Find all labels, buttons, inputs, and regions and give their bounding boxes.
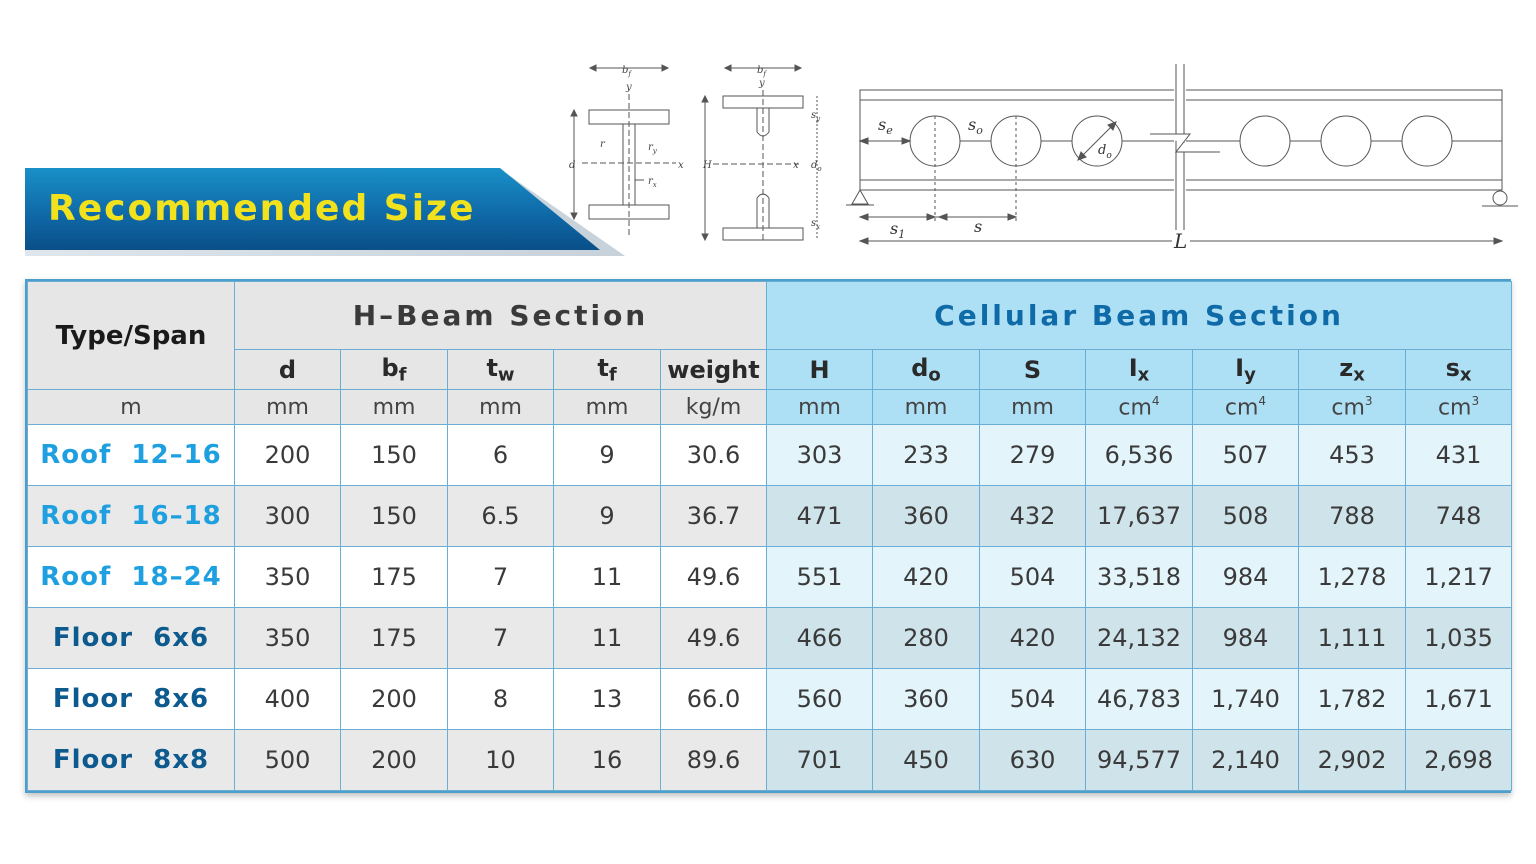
hbeam-value-cell: 8 [448,669,554,730]
hbeam-value-cell: 400 [235,669,341,730]
cellular-value-cell: 360 [873,669,980,730]
hbeam-col-header [235,350,341,390]
table-row [28,608,1512,669]
cellular-value-cell: 504 [980,669,1086,730]
hbeam-col-unit [341,390,448,425]
cellular-col-unit [767,390,873,425]
table-row [28,425,1512,486]
hbeam-col-unit [448,390,554,425]
cellular-H-label: H [703,160,712,171]
cellular-value-cell: 24,132 [1086,608,1193,669]
cellular-do-label: $d_o$ [811,160,822,173]
hbeam-value-cell: 89.6 [661,730,767,791]
span-s-label: s [974,217,983,236]
cellular-value-cell: 1,740 [1193,669,1299,730]
cellular-value-cell: 6,536 [1086,425,1193,486]
hbeam-col-unit [661,390,767,425]
cellular-bf-label: $b_f$ [757,65,766,78]
span-L-label: L [1174,229,1188,253]
cellular-value-cell: 2,140 [1193,730,1299,791]
hbeam-d-label: d [569,160,576,171]
cellular-value-cell: 420 [873,547,980,608]
hbeam-value-cell: 150 [341,486,448,547]
cellular-value-cell: 508 [1193,486,1299,547]
cellular-value-cell: 233 [873,425,980,486]
hbeam-rx-label: $r_x$ [648,176,657,189]
col-header-subscript: f [398,364,407,386]
row-type-span: Floor 8x6 [28,669,235,730]
cellular-value-cell: 279 [980,425,1086,486]
hbeam-col-header [341,350,448,390]
cellular-value-cell: 504 [980,547,1086,608]
cellular-col-header [767,350,873,390]
hbeam-value-cell: 350 [235,547,341,608]
cellular-value-cell: 432 [980,486,1086,547]
cellular-value-cell: 560 [767,669,873,730]
unit-text: mm [372,394,416,420]
table-row [28,547,1512,608]
col-header-symbol: t [486,353,498,382]
cellular-value-cell: 984 [1193,547,1299,608]
hbeam-x-label: x [678,160,684,171]
hbeam-value-cell: 49.6 [661,547,767,608]
cellular-value-cell: 1,782 [1299,669,1406,730]
cellular-value-cell: 471 [767,486,873,547]
cellular-value-cell: 788 [1299,486,1406,547]
col-header-symbol: z [1339,353,1354,382]
hbeam-value-cell: 175 [341,547,448,608]
hbeam-value-cell: 6 [448,425,554,486]
size-table [25,279,1511,793]
cellular-value-cell: 450 [873,730,980,791]
cellular-col-unit [1299,390,1406,425]
hbeam-value-cell: 36.7 [661,486,767,547]
col-header-symbol: d [911,353,929,382]
cellular-col-unit [980,390,1086,425]
cellular-col-unit [1406,390,1512,425]
type-unit: m [28,390,235,425]
col-header-subscript: w [497,364,515,386]
cellular-value-cell: 630 [980,730,1086,791]
hbeam-value-cell: 6.5 [448,486,554,547]
hbeam-value-cell: 200 [341,669,448,730]
col-header-symbol: s [1445,353,1460,382]
cellular-col-unit [1086,390,1193,425]
cellular-value-cell: 360 [873,486,980,547]
hbeam-value-cell: 9 [554,486,661,547]
hbeam-value-cell: 7 [448,547,554,608]
hbeam-r-label: r [600,139,605,150]
unit-text: mm [798,394,841,420]
col-header-subscript: x [1137,364,1150,386]
hbeam-value-cell: 49.6 [661,608,767,669]
hbeam-section-header: H–Beam Section [235,282,767,350]
span-s1-label: $s_1$ [890,219,906,241]
cellular-col-unit [1193,390,1299,425]
hbeam-value-cell: 13 [554,669,661,730]
col-header-symbol: S [1023,355,1042,384]
hbeam-ry-label: $r_y$ [648,142,657,155]
cellular-value-cell: 1,111 [1299,608,1406,669]
hbeam-value-cell: 11 [554,608,661,669]
span-do-label: $d_o$ [1098,143,1112,161]
cellular-value-cell: 748 [1406,486,1512,547]
type-span-header: Type/Span [28,282,235,390]
cellular-col-unit [873,390,980,425]
cellular-value-cell: 701 [767,730,873,791]
cellular-col-header [980,350,1086,390]
unit-exponent: 4 [1258,393,1267,408]
cellular-col-header [1086,350,1193,390]
hbeam-col-unit [235,390,341,425]
unit-text: cm [1331,395,1365,421]
cellular-value-cell: 453 [1299,425,1406,486]
row-type-span: Roof 18–24 [28,547,235,608]
col-header-symbol: weight [667,355,760,384]
cellular-value-cell: 17,637 [1086,486,1193,547]
hbeam-col-header [448,350,554,390]
cellular-value-cell: 1,035 [1406,608,1512,669]
unit-exponent: 4 [1151,393,1160,408]
col-header-symbol: I [1235,353,1245,382]
cellular-col-header [1193,350,1299,390]
cellular-value-cell: 94,577 [1086,730,1193,791]
hbeam-value-cell: 7 [448,608,554,669]
col-header-symbol: t [597,353,609,382]
cellular-value-cell: 431 [1406,425,1512,486]
cellular-value-cell: 46,783 [1086,669,1193,730]
hbeam-bf-label: $b_f$ [622,65,631,78]
col-header-subscript: x [1353,364,1365,386]
cellular-col-header [1406,350,1512,390]
hbeam-value-cell: 200 [341,730,448,791]
table-row [28,486,1512,547]
unit-text: mm [1011,394,1054,420]
cellular-value-cell: 420 [980,608,1086,669]
col-header-symbol: d [278,355,297,384]
unit-text: mm [479,394,522,420]
hbeam-value-cell: 66.0 [661,669,767,730]
unit-text: mm [904,394,948,420]
row-type-span: Floor 8x8 [28,730,235,791]
col-header-subscript: o [928,364,941,386]
hbeam-value-cell: 350 [235,608,341,669]
hbeam-value-cell: 200 [235,425,341,486]
cellular-value-cell: 984 [1193,608,1299,669]
row-type-span: Floor 6x6 [28,608,235,669]
hbeam-value-cell: 9 [554,425,661,486]
col-header-symbol: I [1128,353,1138,382]
hbeam-col-header [661,350,767,390]
cellular-section-header: Cellular Beam Section [767,282,1512,350]
cellular-value-cell: 2,902 [1299,730,1406,791]
table-row [28,669,1512,730]
unit-text: cm [1437,395,1472,421]
col-header-symbol: H [809,355,830,384]
unit-text: mm [585,394,629,420]
hbeam-value-cell: 500 [235,730,341,791]
cellular-value-cell: 2,698 [1406,730,1512,791]
cellular-value-cell: 1,671 [1406,669,1512,730]
hbeam-value-cell: 10 [448,730,554,791]
table-row [28,730,1512,791]
hbeam-value-cell: 150 [341,425,448,486]
row-type-span: Roof 12–16 [28,425,235,486]
cellular-sx-label: $s_x$ [811,218,821,231]
span-se-label: $s_e$ [878,115,893,137]
hbeam-diagram [560,60,690,245]
hbeam-y-label: y [626,82,632,93]
unit-text: kg/m [685,394,742,420]
cellular-value-cell: 33,518 [1086,547,1193,608]
cellular-x-label: x [793,160,799,171]
hbeam-value-cell: 11 [554,547,661,608]
cellular-col-header [1299,350,1406,390]
cellular-span-diagram [840,62,1530,257]
cellular-value-cell: 1,217 [1406,547,1512,608]
col-header-subscript: y [1244,364,1256,386]
unit-exponent: 3 [1471,393,1480,408]
hbeam-value-cell: 16 [554,730,661,791]
cellular-y-label: y [759,78,765,89]
unit-text: mm [266,394,309,420]
cellular-value-cell: 551 [767,547,873,608]
row-type-span: Roof 16–18 [28,486,235,547]
unit-exponent: 3 [1364,393,1373,408]
hbeam-value-cell: 175 [341,608,448,669]
cellular-sy-label: $s_y$ [811,110,821,123]
banner-title: Recommended Size [48,188,476,229]
col-header-symbol: b [381,353,399,382]
unit-text: cm [1224,395,1259,421]
cellular-value-cell: 466 [767,608,873,669]
cellular-value-cell: 1,278 [1299,547,1406,608]
col-header-subscript: f [608,364,617,386]
cellular-value-cell: 303 [767,425,873,486]
unit-text: cm [1118,395,1152,421]
cellular-section-diagram [695,60,835,245]
cellular-col-header [873,350,980,390]
hbeam-col-unit [554,390,661,425]
cellular-value-cell: 280 [873,608,980,669]
cellular-value-cell: 507 [1193,425,1299,486]
hbeam-value-cell: 30.6 [661,425,767,486]
col-header-subscript: x [1459,364,1472,386]
hbeam-col-header [554,350,661,390]
hbeam-value-cell: 300 [235,486,341,547]
span-so-label: $s_o$ [968,115,983,137]
